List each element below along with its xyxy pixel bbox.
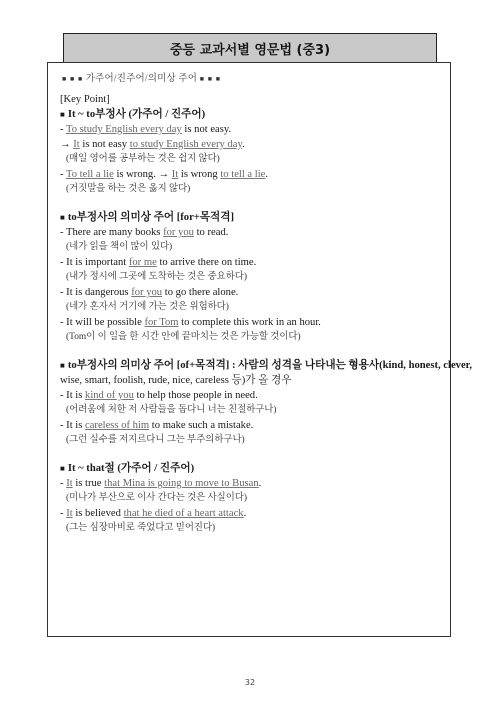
translation-note: (그런 실수를 저지르다니 그는 부주의하구나) <box>66 435 245 445</box>
decorative-squares-right: ■ ■ ■ <box>199 75 221 83</box>
bullet-icon: ■ <box>60 110 65 119</box>
bullet-icon: ■ <box>60 464 65 473</box>
example-line: - There are many books for you to read. <box>60 227 229 238</box>
block1-heading: ■ It ~ to부정사 (가주어 / 진주어) <box>60 109 206 120</box>
translation-note: (거짓말을 하는 것은 옳지 않다) <box>66 184 191 194</box>
block4-heading: ■ It ~ that절 (가주어 / 진주어) <box>60 463 195 474</box>
main-content <box>60 92 473 536</box>
bullet-icon: ■ <box>60 213 65 222</box>
example-line: - It is believed that he died of a heart attack. <box>60 508 247 519</box>
block3-heading: ■ to부정사의 의미상 주어 [of+목적격] : 사람의 성격을 나타내는 형용사(kind, honest, clever, <box>60 360 473 371</box>
example-line: - It will be possible for Tom to complete this work in an hour. <box>60 317 321 328</box>
example-line: - To tell a lie is wrong. → It is wrong to tell a lie. <box>60 169 269 180</box>
example-line: - It is kind of you to help those people in need. <box>60 390 258 401</box>
page-number: 32 <box>244 678 256 687</box>
translation-note: (미나가 부산으로 이사 간다는 것은 사실이다) <box>66 493 247 503</box>
example-line: - It is dangerous for you to go there alone. <box>60 287 239 298</box>
translation-note: (매일 영어를 공부하는 것은 쉽지 않다) <box>66 154 220 164</box>
translation-note: (네가 혼자서 거기에 가는 것은 위험하다) <box>66 302 229 312</box>
translation-note: (어려움에 처한 저 사람들을 돕다니 너는 친절하구나) <box>66 405 277 415</box>
example-line: - It is important for me to arrive there on time. <box>60 257 257 268</box>
translation-note: (네가 읽을 책이 많이 있다) <box>66 242 173 252</box>
example-line: - To study English every day is not easy. <box>60 124 232 135</box>
section-tag <box>62 70 221 84</box>
decorative-squares-left: ■ ■ ■ <box>62 75 84 83</box>
page-header <box>63 33 437 63</box>
bullet-icon: ■ <box>60 361 65 370</box>
page-title: 중등 교과서별 영문법 (중3) <box>169 42 331 58</box>
translation-note: (내가 정시에 그곳에 도착하는 것은 중요하다) <box>66 272 247 282</box>
translation-note: (그는 심장마비로 죽었다고 믿어진다) <box>66 523 216 533</box>
section-tag-label: 가주어/진주어/의미상 주어 <box>85 74 198 84</box>
key-point-label: [Key Point] <box>60 94 110 105</box>
block3-heading-continued: wise, smart, foolish, rude, nice, careless 등)가 올 경우 <box>60 375 292 386</box>
example-line: - It is careless of him to make such a mistake. <box>60 420 254 431</box>
block2-heading: ■ to부정사의 의미상 주어 [for+목적격] <box>60 212 235 223</box>
example-line: → It is not easy to study English every day. <box>60 139 245 150</box>
example-line: - It is true that Mina is going to move to Busan. <box>60 478 262 489</box>
translation-note: (Tom이 이 일을 한 시간 안에 끝마치는 것은 가능할 것이다) <box>66 332 301 342</box>
